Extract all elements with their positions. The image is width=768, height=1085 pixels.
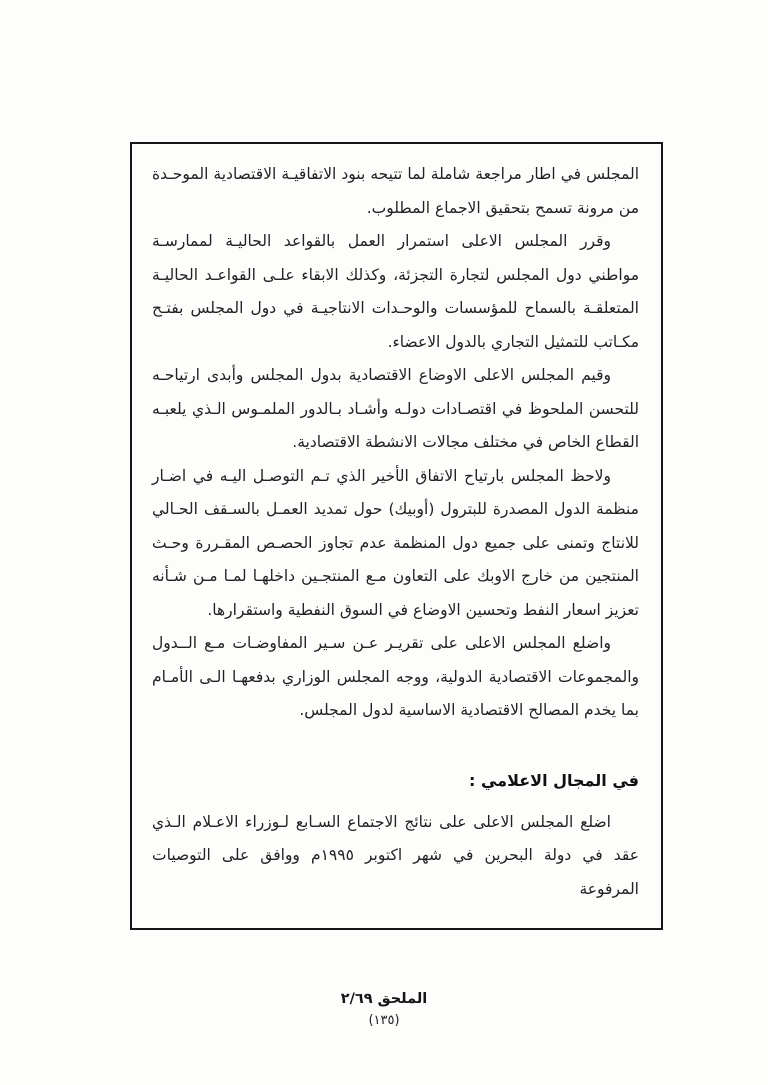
body-text — [152, 158, 639, 906]
paragraph-media-ministers-meeting: اضلع المجلس الاعلى على نتائج الاجتماع السـابع لـوزراء الاعـلام الـذي عقد في دولة البحرين في شهر اكتوبر ١٩٩٥م ووافق على التوصيات المرفوعة — [152, 812, 640, 898]
section-heading-media: في المجال الاعلامي : — [469, 770, 639, 790]
text-frame-border — [130, 142, 663, 930]
footer-annex-label: الملحق ٢/٦٩ — [340, 991, 428, 1007]
paragraph-retail-trade-rules: وقرر المجلس الاعلى استمرار العمل بالقواعد الحاليـة لممارسـة مواطني دول المجلس لتجارة التجزئة، وكذلك الابقاء علـى القواعـد الحاليـة المتعلقـة بالسماح للمؤسسات والوحـدات الانتاجيـة في دول المجلس بفتـح مكـاتب للتمثيل التجاري بالدول الاعضاء. — [152, 232, 639, 351]
footer-page-number: (١٣٥) — [368, 1013, 400, 1028]
paragraph-opec-agreement: ولاحظ المجلس بارتياح الاتفاق الأخير الذي تـم التوصـل اليـه في اضـار منظمة الدول المصدرة للبترول (أوبيك) حول تمديد العمـل بالسـقف الحـالي للانتاج وتمنى على جميع دول المنظمة عدم تجاوز الحصـص المقـررة وحـث المنتجين من خارج الاوبك على التعاون مـع المنتجـين داخلهـا لمـا مـن شـأنه تعزيز اسعار النفط وتحسين الاوضاع في السوق النفطية واستقرارها. — [152, 466, 639, 619]
paragraph-continuation: المجلس في اطار مراجعة شاملة لما تتيحه بنود الاتفاقيـة الاقتصادية الموحـدة من مرونة تسمح بتحقيق الاجماع المطلوب. — [152, 165, 639, 217]
paragraph-economic-assessment: وقيم المجلس الاعلى الاوضاع الاقتصادية بدول المجلس وأبدى ارتياحـه للتحسن الملحوظ في اقتصـادات دولـه وأشـاد بـالدور الملمـوس الـذي يلعبـه القطاع الخاص في مختلف مجالات الانشطة الاقتصادية. — [152, 366, 639, 451]
paragraph-international-negotiations: واضلع المجلس الاعلى على تقريـر عـن سـير المفاوضـات مـع الــدول والمجموعات الاقتصادية الدولية، ووجه المجلس الوزاري بدفعهـا الـى الأمـام بما يخدم المصالح الاقتصادية الاساسية لدول المجلس. — [152, 634, 639, 719]
page-footer — [0, 988, 768, 1032]
